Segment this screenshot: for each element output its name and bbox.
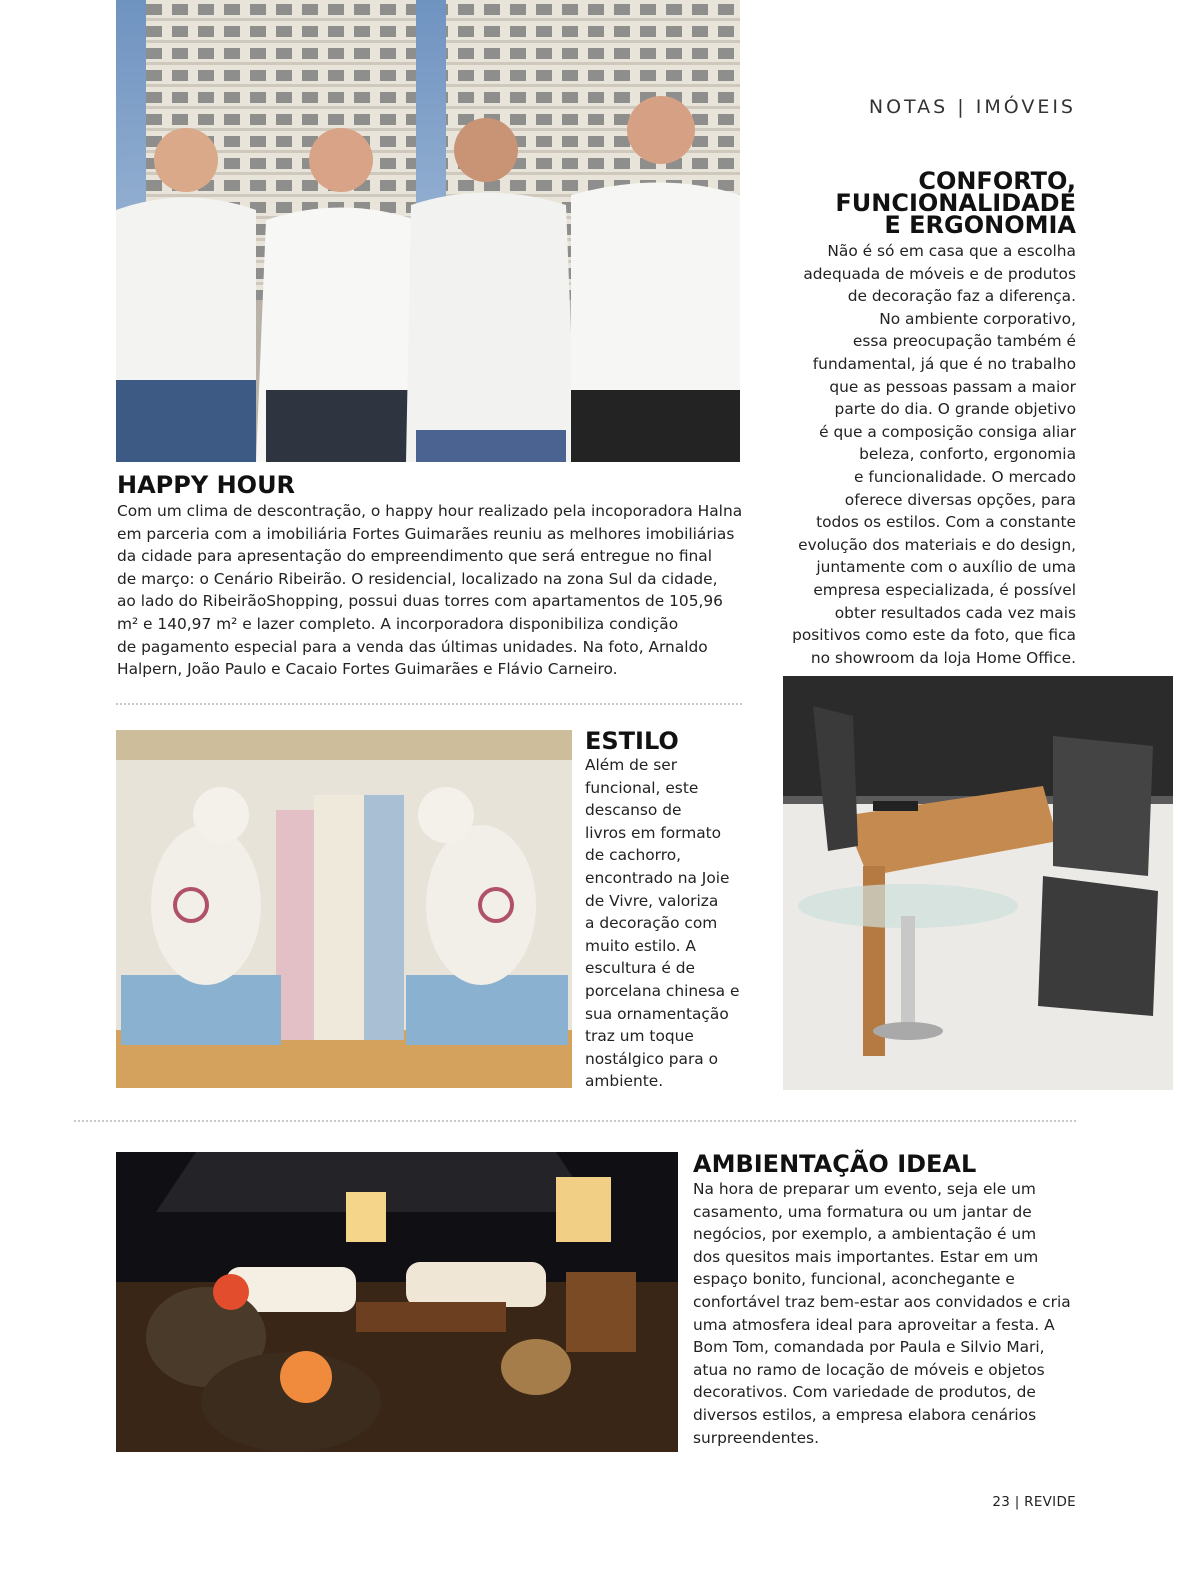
text-line: muito estilo. A [585, 936, 696, 955]
text-line: Não é só em casa que a escolha [827, 242, 1076, 260]
text-line: negócios, por exemplo, a ambientação é um [693, 1225, 1037, 1244]
text-line: em parceria com a imobiliária Fortes Guimarães reuniu as melhores imobiliárias [117, 524, 735, 543]
text-line: todos os estilos. Com a constante [816, 513, 1076, 532]
divider [74, 1120, 1076, 1122]
text-line: No ambiente corporativo, [879, 309, 1076, 328]
text-line: essa preocupação também é [852, 332, 1076, 351]
text-line: Bom Tom, comandada por Paula e Silvio Mari, [693, 1338, 1045, 1357]
estilo-body [585, 754, 755, 1093]
text-line: m² e 140,97 m² e lazer completo. A incorporadora disponibiliza condição [117, 614, 679, 633]
text-line: sua ornamentação [585, 1004, 729, 1023]
title-line: E ERGONOMIA [884, 211, 1076, 239]
office-photo [783, 676, 1173, 1090]
text-line: obter resultados cada vez mais [834, 603, 1076, 622]
title-line: FUNCIONALIDADE [835, 189, 1076, 217]
text-line: no showroom da loja Home Office. [810, 648, 1076, 667]
page-footer: 23 | REVIDE [992, 1494, 1076, 1510]
text-line: encontrado na Joie [585, 868, 730, 887]
text-line: espaço bonito, funcional, aconchegante e [693, 1270, 1015, 1289]
text-line: de cachorro, [585, 846, 682, 865]
text-line: empresa especializada, é possível [813, 580, 1076, 599]
section-header: NOTAS | IMÓVEIS [868, 96, 1076, 118]
text-line: é que a composição consiga aliar [819, 422, 1076, 441]
text-line: uma atmosfera ideal para aproveitar a festa. A [693, 1315, 1055, 1334]
text-line: Além de ser [585, 756, 678, 774]
text-line: da cidade para apresentação do empreendimento que será entregue no final [117, 547, 713, 566]
ambientacao-title: AMBIENTAÇÃO IDEAL [693, 1150, 977, 1178]
text-line: a decoração com [585, 914, 718, 933]
text-line: funcional, este [585, 778, 699, 797]
text-line: de Vivre, valoriza [585, 891, 719, 910]
bookends-photo [116, 730, 572, 1088]
estilo-title: ESTILO [585, 727, 679, 755]
text-line: traz um toque [585, 1027, 694, 1046]
text-line: livros em formato [585, 823, 722, 842]
text-line: escultura é de [585, 959, 696, 978]
text-line: Halpern, João Paulo e Cacaio Fortes Guimarães e Flávio Carneiro. [117, 660, 618, 679]
text-line: beleza, conforto, ergonomia [859, 445, 1076, 464]
text-line: oferece diversas opções, para [844, 490, 1076, 509]
text-line: evolução dos materiais e do design, [798, 535, 1076, 554]
text-line: que as pessoas passam a maior [829, 377, 1076, 396]
text-line: Com um clima de descontração, o happy hour realizado pela incoporadora Halna [117, 502, 743, 520]
text-line: nostálgico para o [585, 1049, 719, 1068]
text-line: decorativos. Com variedade de produtos, de [693, 1383, 1036, 1402]
text-line: surpreendentes. [693, 1428, 819, 1447]
text-line: ambiente. [585, 1072, 664, 1091]
ambientacao-body [693, 1178, 1083, 1449]
conforto-title [835, 167, 1076, 239]
text-line: de decoração faz a diferença. [847, 287, 1076, 306]
text-line: positivos como este da foto, que fica [792, 626, 1076, 645]
text-line: porcelana chinesa e [585, 981, 740, 1000]
text-line: e funcionalidade. O mercado [854, 467, 1076, 486]
text-line: confortável traz bem-estar aos convidados e cria [693, 1292, 1071, 1311]
text-line: juntamente com o auxílio de uma [816, 558, 1076, 577]
text-line: ao lado do RibeirãoShopping, possui duas torres com apartamentos de 105,96 [117, 592, 723, 611]
text-line: de pagamento especial para a venda das últimas unidades. Na foto, Arnaldo [117, 637, 708, 656]
title-line: CONFORTO, [918, 167, 1076, 195]
divider [116, 703, 742, 705]
text-line: dos quesitos mais importantes. Estar em um [693, 1247, 1039, 1266]
text-line: casamento, uma formatura ou um jantar de [693, 1202, 1032, 1221]
text-line: diversos estilos, a empresa elabora cenários [693, 1405, 1037, 1424]
text-line: fundamental, já que é no trabalho [812, 354, 1076, 373]
event-photo [116, 1152, 678, 1452]
text-line: de março: o Cenário Ribeirão. O residencial, localizado na zona Sul da cidade, [117, 569, 718, 588]
text-line: parte do dia. O grande objetivo [834, 400, 1076, 419]
text-line: descanso de [585, 801, 682, 820]
conforto-body [746, 240, 1076, 669]
text-line: Na hora de preparar um evento, seja ele um [693, 1180, 1036, 1198]
text-line: atua no ramo de locação de móveis e objetos [693, 1360, 1045, 1379]
text-line: adequada de móveis e de produtos [803, 264, 1076, 283]
happy-hour-body [117, 500, 747, 681]
happy-hour-title: HAPPY HOUR [117, 471, 296, 499]
happy-hour-photo [116, 0, 740, 462]
